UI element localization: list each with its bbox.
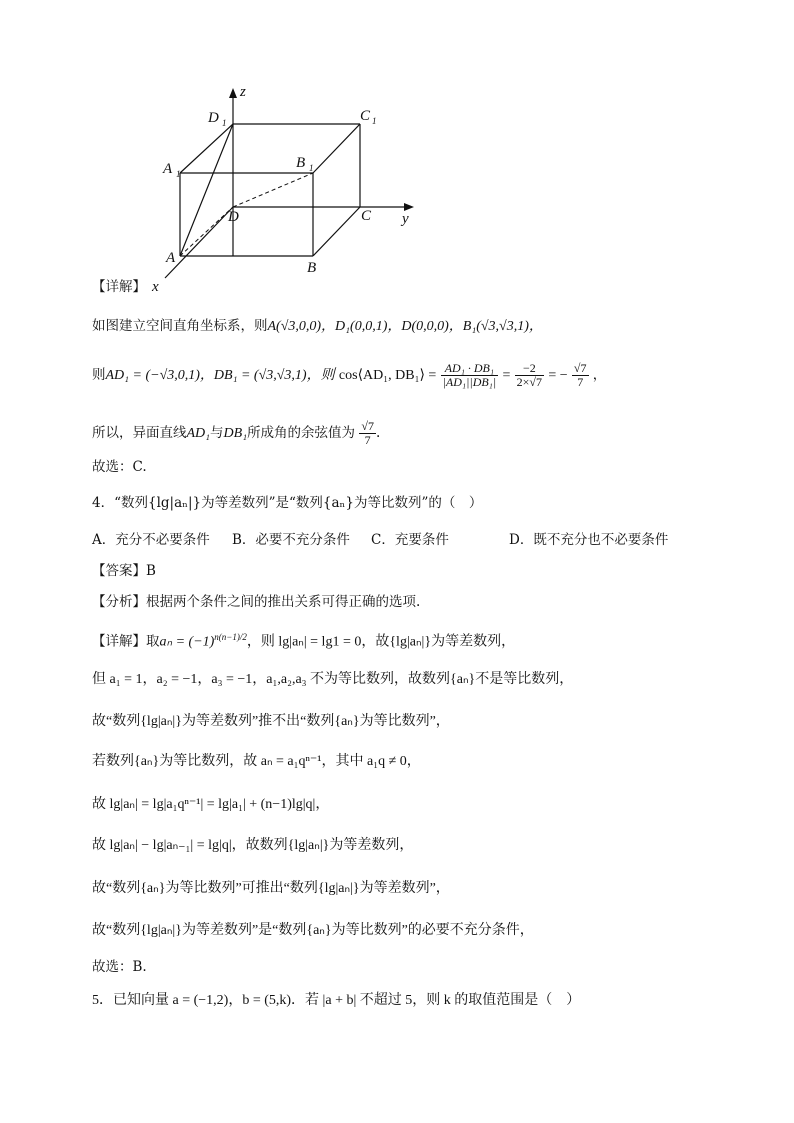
- sub-c1: 1: [372, 116, 377, 126]
- label-d: D: [228, 209, 239, 225]
- sub-b1: 1: [309, 163, 314, 173]
- detail-line-2: 但 a₁ = 1，a₂ = −1，a₃ = −1，a₁,a₂,a₃ 不为等比数列，故数列{aₙ}不是等比数列，: [92, 672, 574, 687]
- cuboid-figure: [0, 0, 794, 300]
- dashed-a-d: [180, 207, 233, 256]
- label-a: A: [166, 250, 176, 266]
- detail-line-4: 若数列{aₙ}为等比数列，故 aₙ = a₁qⁿ⁻¹，其中 a₁q ≠ 0，: [92, 754, 421, 769]
- text-line-conclusion: 所以，异面直线AD₁与DB₁所成角的余弦值为 $\frac{√7}{7}$ .: [92, 419, 381, 447]
- answer-line: 【答案】B: [92, 563, 156, 579]
- text-line-coordinates: 如图建立空间直角坐标系，则A(√3,0,0)，D₁(0,0,1)，D(0,0,0)，B₁(√3,√3,1)，: [92, 318, 543, 334]
- fraction-sqrt7-over-7: $\frac{√7}{7}$: [573, 361, 587, 389]
- label-c1: C: [360, 108, 371, 124]
- detail-line-8: 故“数列{lg|aₙ|}为等差数列”是“数列{aₙ}为等比数列”的必要不充分条件，: [92, 923, 534, 938]
- fraction-neg2: $\frac{-2}{2\times√7}$: [516, 361, 543, 389]
- fraction-dot-over-norm: $\frac{\text{AD₁ · DB₁}}{\text{|AD₁||DB₁|}}$: [442, 361, 497, 389]
- label-a1: A: [163, 161, 173, 177]
- label-x: x: [152, 279, 159, 295]
- question-5: 5．已知向量 a = (−1,2)，b = (5,k)．若 |a + b| 不超过 5，则 k 的取值范围是（ ）: [92, 993, 581, 1008]
- dashed-d-b1: [233, 173, 313, 207]
- label-b: B: [307, 260, 317, 276]
- option-b: B．必要不充分条件: [232, 532, 350, 548]
- option-a: A．充分不必要条件: [92, 532, 210, 548]
- z-arrow: [229, 88, 237, 98]
- sub-d1: 1: [222, 118, 227, 128]
- detail-line-7: 故“数列{aₙ}为等比数列”可推出“数列{lg|aₙ|}为等差数列”，: [92, 881, 450, 896]
- label-c: C: [361, 208, 372, 224]
- sub-a1: 1: [176, 169, 181, 179]
- detail-line-6: 故 lg|aₙ| − lg|aₙ₋₁| = lg|q|，故数列{lg|aₙ|}为等差数列，: [92, 838, 414, 853]
- text-line-cosine: 则AD₁ = (−√3,0,1)，DB₁ = (√3,√3,1)，则 cos⟨AD₁, DB₁⟩ = $\frac{\text{AD₁ · DB₁}}{\text{|AD₁||DB₁|}}$ = $\frac{-2}{2\times√7}$ = − $\frac{√7}{7}$ ，: [92, 361, 607, 389]
- detail-line-5: 故 lg|aₙ| = lg|a₁qⁿ⁻¹| = lg|a₁| + (n−1)lg|q|，: [92, 797, 330, 812]
- detail-heading-1: 【详解】: [92, 279, 146, 295]
- label-b1: B: [296, 155, 306, 171]
- choose-c: 故选：C.: [92, 459, 147, 475]
- choose-b: 故选：B.: [92, 959, 147, 975]
- option-c: C．充要条件: [371, 532, 449, 548]
- detail-line-1: 【详解】取$a_n = (-1)^{n(n-1)/2}$，则 lg|aₙ| = lg1 = 0，故{lg|aₙ|}为等差数列，: [92, 632, 516, 650]
- y-arrow: [404, 203, 414, 211]
- question-4: 4．“数列{lg|aₙ|}为等差数列”是“数列{aₙ}为等比数列”的（ ）: [92, 495, 483, 511]
- label-y: y: [402, 211, 409, 227]
- label-z: z: [240, 84, 246, 100]
- label-d1: D: [208, 110, 219, 126]
- analysis-line: 【分析】根据两个条件之间的推出关系可得正确的选项.: [92, 594, 421, 610]
- x-axis: [165, 207, 233, 278]
- detail-line-3: 故“数列{lg|aₙ|}为等差数列”推不出“数列{aₙ}为等比数列”，: [92, 714, 450, 729]
- option-d: D．既不充分也不必要条件: [509, 532, 669, 548]
- fraction-answer: $\frac{√7}{7}$: [361, 419, 374, 447]
